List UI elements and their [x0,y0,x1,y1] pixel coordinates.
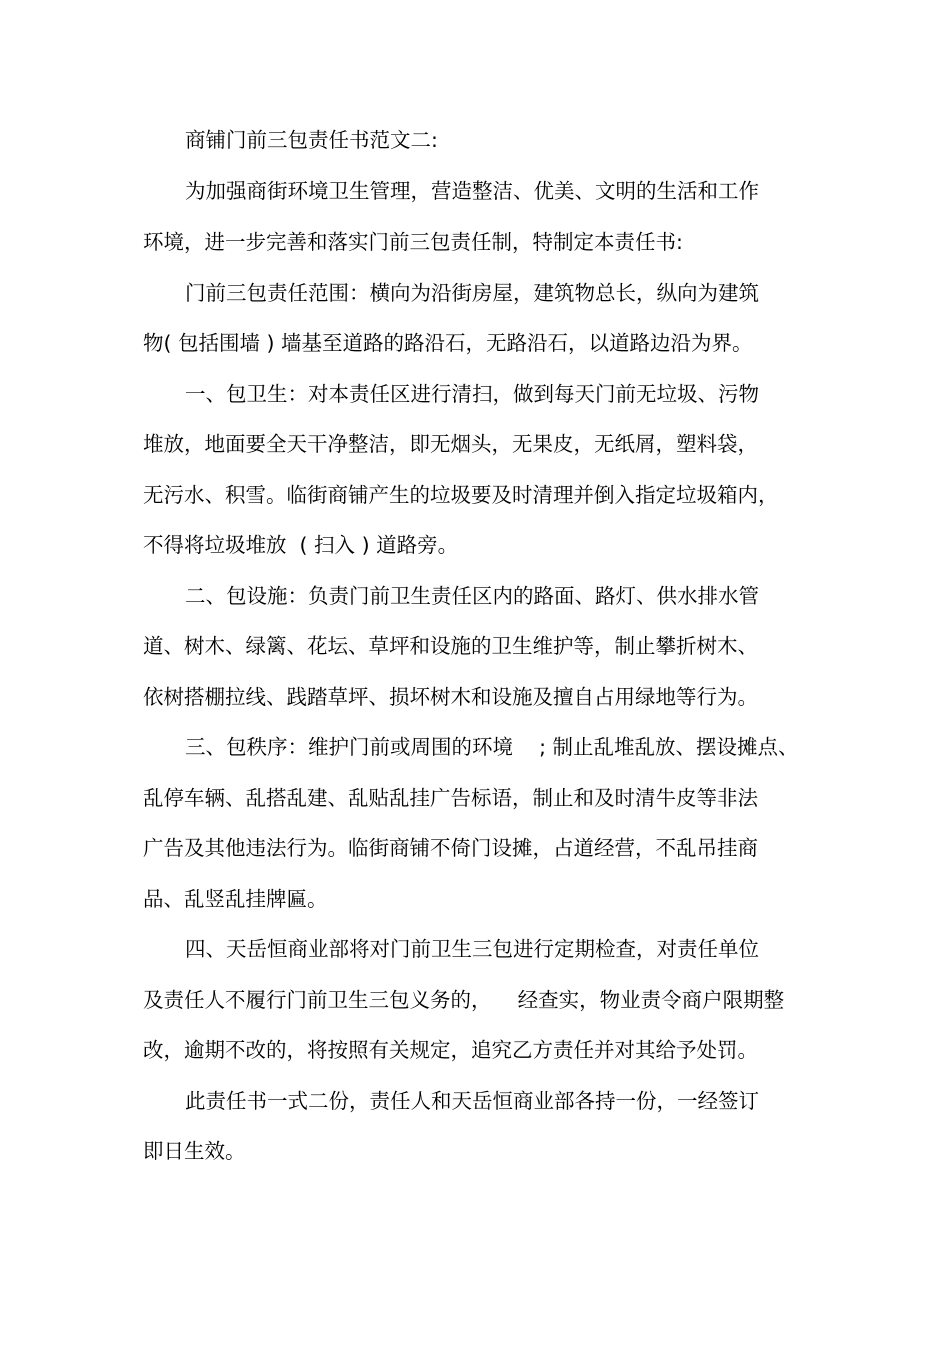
paragraph-inspection-line-1: 四、天岳恒商业部将对门前卫生三包进行定期检查，对责任单位 [185,937,759,961]
paragraph-order-line-2: 乱停车辆、乱搭乱建、乱贴乱挂广告标语，制止和及时清牛皮等非法 [143,786,758,810]
paragraph-facilities-line-3: 依树搭棚拉线、践踏草坪、损坏树木和设施及擅自占用绿地等行为。 [143,685,758,709]
paragraph-facilities-line-2: 道、树木、绿篱、花坛、草坪和设施的卫生维护等，制止攀折树木、 [143,634,758,658]
document-heading: 商铺门前三包责任书范文二: [185,128,438,152]
paragraph-scope-line-2: 物( 包括围墙 ) 墙基至道路的路沿石，无路沿石，以道路边沿为界。 [143,331,753,355]
paragraph-order-line-3: 广告及其他违法行为。临街商铺不倚门设摊，占道经营，不乱吊挂商 [143,836,758,860]
paragraph-order-line-4: 品、乱竖乱挂牌匾。 [143,887,328,911]
paragraph-sanitation-line-1: 一、包卫生：对本责任区进行清扫，做到每天门前无垃圾、污物 [185,382,759,406]
paragraph-inspection-line-2: 及责任人不履行门前卫生三包义务的， 经查实，物业责令商户限期整 [143,988,785,1012]
paragraph-inspection-line-3: 改，逾期不改的，将按照有关规定，追究乙方责任并对其给予处罚。 [143,1038,758,1062]
paragraph-sanitation-line-2: 堆放，地面要全天干净整洁，即无烟头，无果皮，无纸屑，塑料袋， [143,432,758,456]
paragraph-effective-line-2: 即日生效。 [143,1139,246,1163]
paragraph-facilities-line-1: 二、包设施：负责门前卫生责任区内的路面、路灯、供水排水管 [185,584,759,608]
paragraph-sanitation-line-3: 无污水、积雪。临街商铺产生的垃圾要及时清理并倒入指定垃圾箱内， [143,483,779,507]
paragraph-sanitation-line-4: 不得将垃圾堆放 ( 扫入 ) 道路旁。 [143,533,459,557]
paragraph-order-line-1: 三、包秩序：维护门前或周围的环境 ; 制止乱堆乱放、摆设摊点、 [185,735,799,759]
paragraph-scope-line-1: 门前三包责任范围：横向为沿街房屋，建筑物总长，纵向为建筑 [185,281,759,305]
paragraph-effective-line-1: 此责任书一式二份，责任人和天岳恒商业部各持一份，一经签订 [185,1089,759,1113]
paragraph-intro-line-2: 环境，进一步完善和落实门前三包责任制，特制定本责任书: [143,230,683,254]
paragraph-intro-line-1: 为加强商街环境卫生管理，营造整洁、优美、文明的生活和工作 [185,179,759,203]
